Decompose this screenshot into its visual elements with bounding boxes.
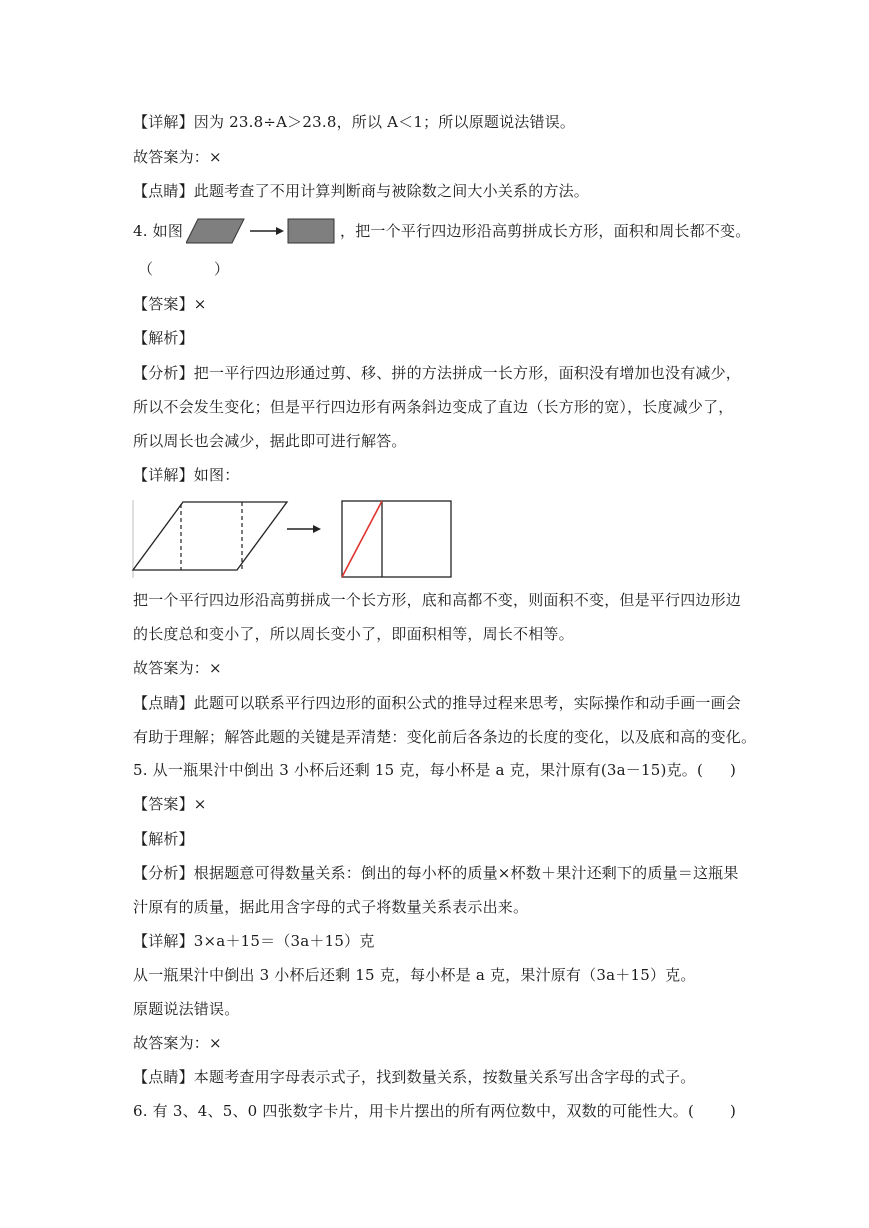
text-line: 【详解】3×a＋15＝（3a＋15）克: [133, 932, 375, 950]
text-line: 【详解】如图：: [133, 466, 240, 484]
answer-blank-close: ): [730, 1102, 737, 1120]
text-line: 【答案】×: [133, 795, 207, 813]
text-line: 【分析】把一平行四边形通过剪、移、拼的方法拼成一长方形，面积没有增加也没有减少，: [133, 364, 742, 382]
cut-and-move-diagram: [131, 496, 455, 582]
text-line: 原题说法错误。: [133, 1000, 240, 1018]
text-line: 所以周长也会减少，据此即可进行解答。: [133, 432, 407, 450]
text-line: 【解析】: [133, 830, 194, 848]
text-line: 的长度总和变小了，所以周长变小了，即面积相等，周长不相等。: [133, 625, 574, 643]
question-text: 5. 从一瓶果汁中倒出 3 小杯后还剩 15 克，每小杯是 a 克，果汁原有(3a－15)克。(: [133, 761, 703, 779]
text-line: 【解析】: [133, 329, 194, 347]
question-text: 6. 有 3、4、5、0 四张数字卡片，用卡片摆出的所有两位数中，双数的可能性大。(: [133, 1102, 695, 1120]
text-line: 有助于理解；解答此题的关键是弄清楚：变化前后各条边的长度的变化，以及底和高的变化。: [133, 728, 757, 746]
text-line: 故答案为：×: [133, 148, 222, 166]
text-line: 汁原有的质量，据此用含字母的式子将数量关系表示出来。: [133, 898, 529, 916]
parallelogram-to-rectangle-figure: [186, 216, 336, 246]
text-line: 【详解】因为 23.8÷A＞23.8，所以 A＜1；所以原题说法错误。: [133, 113, 576, 131]
text-line: 【答案】×: [133, 295, 207, 313]
text-line: 所以不会发生变化；但是平行四边形有两条斜边变成了直边（长方形的宽），长度减少了，: [133, 398, 734, 416]
answer-blank-close: ): [730, 761, 737, 779]
arrow-head: [313, 525, 321, 533]
text-line: 故答案为：×: [133, 1034, 222, 1052]
text-line: 故答案为：×: [133, 659, 222, 677]
answer-blank: （ ）: [138, 260, 230, 278]
text-line: ，把一个平行四边形沿高剪拼成长方形，面积和周长都不变。: [340, 222, 751, 240]
parallelogram-shape: [186, 219, 244, 243]
rectangle-outline: [342, 501, 451, 577]
text-line: 【点睛】本题考查用字母表示式子，找到数量关系，按数量关系写出含字母的式子。: [133, 1068, 696, 1086]
text-line: 【点睛】此题可以联系平行四边形的面积公式的推导过程来思考，实际操作和动手画一画会: [133, 694, 742, 712]
parallelogram-outline: [133, 502, 287, 570]
rectangle-shape: [288, 219, 334, 243]
text-line: 从一瓶果汁中倒出 3 小杯后还剩 15 克，每小杯是 a 克，果汁原有（3a＋15）克。: [133, 966, 696, 984]
text-line: 把一个平行四边形沿高剪拼成一个长方形，底和高都不变，则面积不变，但是平行四边形边: [133, 591, 742, 609]
red-cut-line: [342, 501, 382, 577]
text-line: 【分析】根据题意可得数量关系：倒出的每小杯的质量×杯数＋果汁还剩下的质量＝这瓶果: [133, 864, 739, 882]
text-line: 【点睛】此题考查了不用计算判断商与被除数之间大小关系的方法。: [133, 182, 590, 200]
arrow-head: [276, 227, 284, 235]
question-number: 4. 如图: [133, 222, 184, 240]
